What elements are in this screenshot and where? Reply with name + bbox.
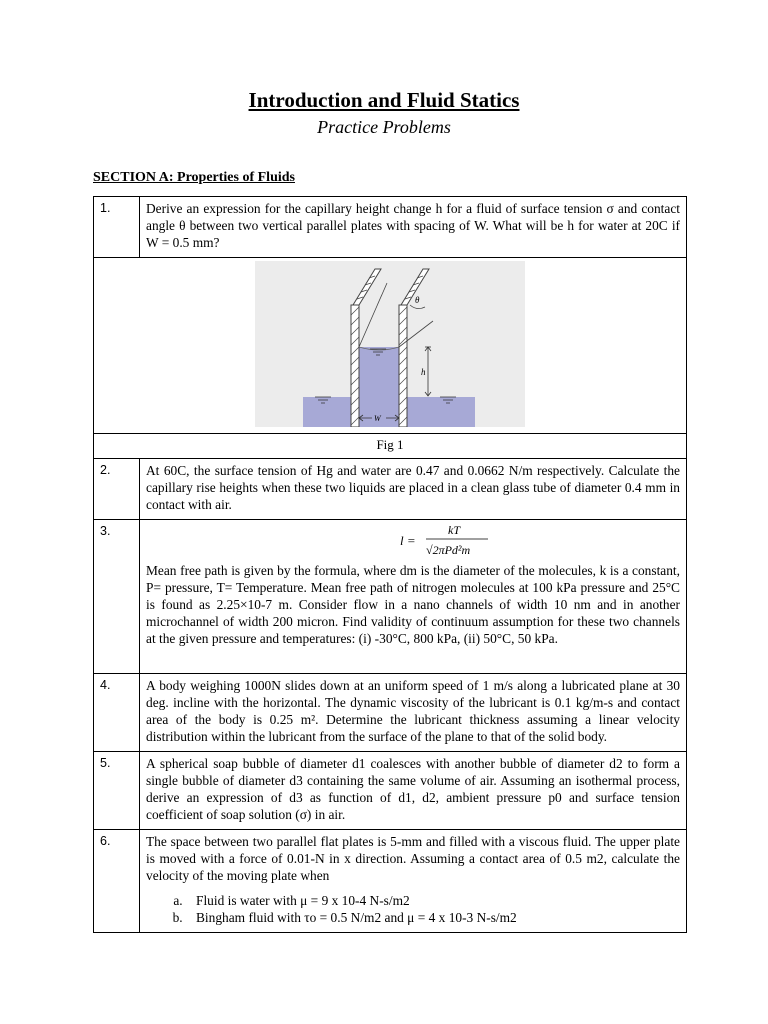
figure-cell <box>94 258 687 434</box>
formula-lhs: l = <box>400 533 416 548</box>
problem-number: 5. <box>94 752 140 830</box>
h-label: h <box>421 367 426 377</box>
section-heading: SECTION A: Properties of Fluids <box>93 170 295 185</box>
problem-text-lead: Mean free path is given by the formula <box>146 563 357 578</box>
problem-row-1 <box>94 197 687 258</box>
problem-row-6 <box>94 830 687 933</box>
w-label: W <box>374 414 381 423</box>
figure-row <box>94 258 687 434</box>
problem-row-5 <box>94 752 687 830</box>
problem-text: The space between two parallel flat plates is 5-mm and filled with a viscous fluid. The upper plate is moved with a force of 0.01-N in x direction. Assuming a contact area of 0.5 m2, calculate the velocity of the moving plate when <box>146 834 680 883</box>
problem-row-2 <box>94 459 687 520</box>
problem-text: A body weighing 1000N slides down at an uniform speed of 1 m/s along a lubricated plane at 30 deg. incline with the horizontal. The dynamic viscosity of the lubricant is 0.1 kg/m-s and contact area of the body is 0.25 m². Determine the lubricant thickness assuming a linear velocity distribution within the lubricant from the surface of the plane to that of the solid body. <box>140 674 687 752</box>
sub-question: a. Fluid is water with μ = 9 x 10-4 N-s/m2 <box>186 892 680 909</box>
figure-caption: Fig 1 <box>94 434 687 459</box>
page-title: Introduction and Fluid Statics <box>248 88 520 112</box>
problem-number: 4. <box>94 674 140 752</box>
problem-text: A spherical soap bubble of diameter d1 coalesces with another bubble of diameter d2 to form a single bubble of diameter d3 containing the same volume of air. Assuming an isothermal process, derive an expression of d3 as function of d1, d2, ambient pressure p0 and surface tension coefficient of soap solution (σ) in air. <box>140 752 687 830</box>
capillary-figure <box>255 261 525 427</box>
problem-row-3 <box>94 520 687 674</box>
problem-text: Derive an expression for the capillary height change h for a fluid of surface tension σ and contact angle θ between two vertical parallel plates with spacing of W. What will be h for water at 20C if W = 0.5 mm? <box>140 197 687 258</box>
problem-text-cell <box>140 830 687 933</box>
page-subtitle: Practice Problems <box>317 117 451 137</box>
problem-text-rest: , where dm is the diameter of the molecules, k is a constant, P= pressure, T= Temperature. Mean free path of nitrogen molecules at 100 kPa pressure and 25°C is found as 2.25×10-7 m. Consider flow in a nano channels of width 10 nm and in another microchannel of width 200 micron. Find validity of continuum assumption for these two channels at the given pressure and temperatures: (i) -30°C, 800 kPa, (ii) 50°C, 50 kPa. <box>146 563 680 646</box>
formula-graphic <box>398 523 498 559</box>
problem-number: 6. <box>94 830 140 933</box>
formula-numerator: kT <box>448 523 460 537</box>
problem-number: 2. <box>94 459 140 520</box>
sub-question-list <box>146 892 680 926</box>
problem-text <box>140 520 687 674</box>
problem-number: 1. <box>94 197 140 258</box>
figure-caption-row <box>94 434 687 459</box>
problems-table <box>93 196 687 933</box>
problem-number: 3. <box>94 520 140 674</box>
problem-row-4 <box>94 674 687 752</box>
theta-label: θ <box>415 295 420 305</box>
sub-question: b. Bingham fluid with τo = 0.5 N/m2 and μ = 4 x 10-3 N-s/m2 <box>186 909 680 926</box>
formula-denominator: √2πPd²m <box>426 543 471 557</box>
problem-text: At 60C, the surface tension of Hg and water are 0.47 and 0.0662 N/m respectively. Calculate the capillary rise heights when these two liquids are placed in a clean glass tube of diameter 0.4 mm in contact with air. <box>140 459 687 520</box>
mean-free-path-formula <box>146 523 680 559</box>
